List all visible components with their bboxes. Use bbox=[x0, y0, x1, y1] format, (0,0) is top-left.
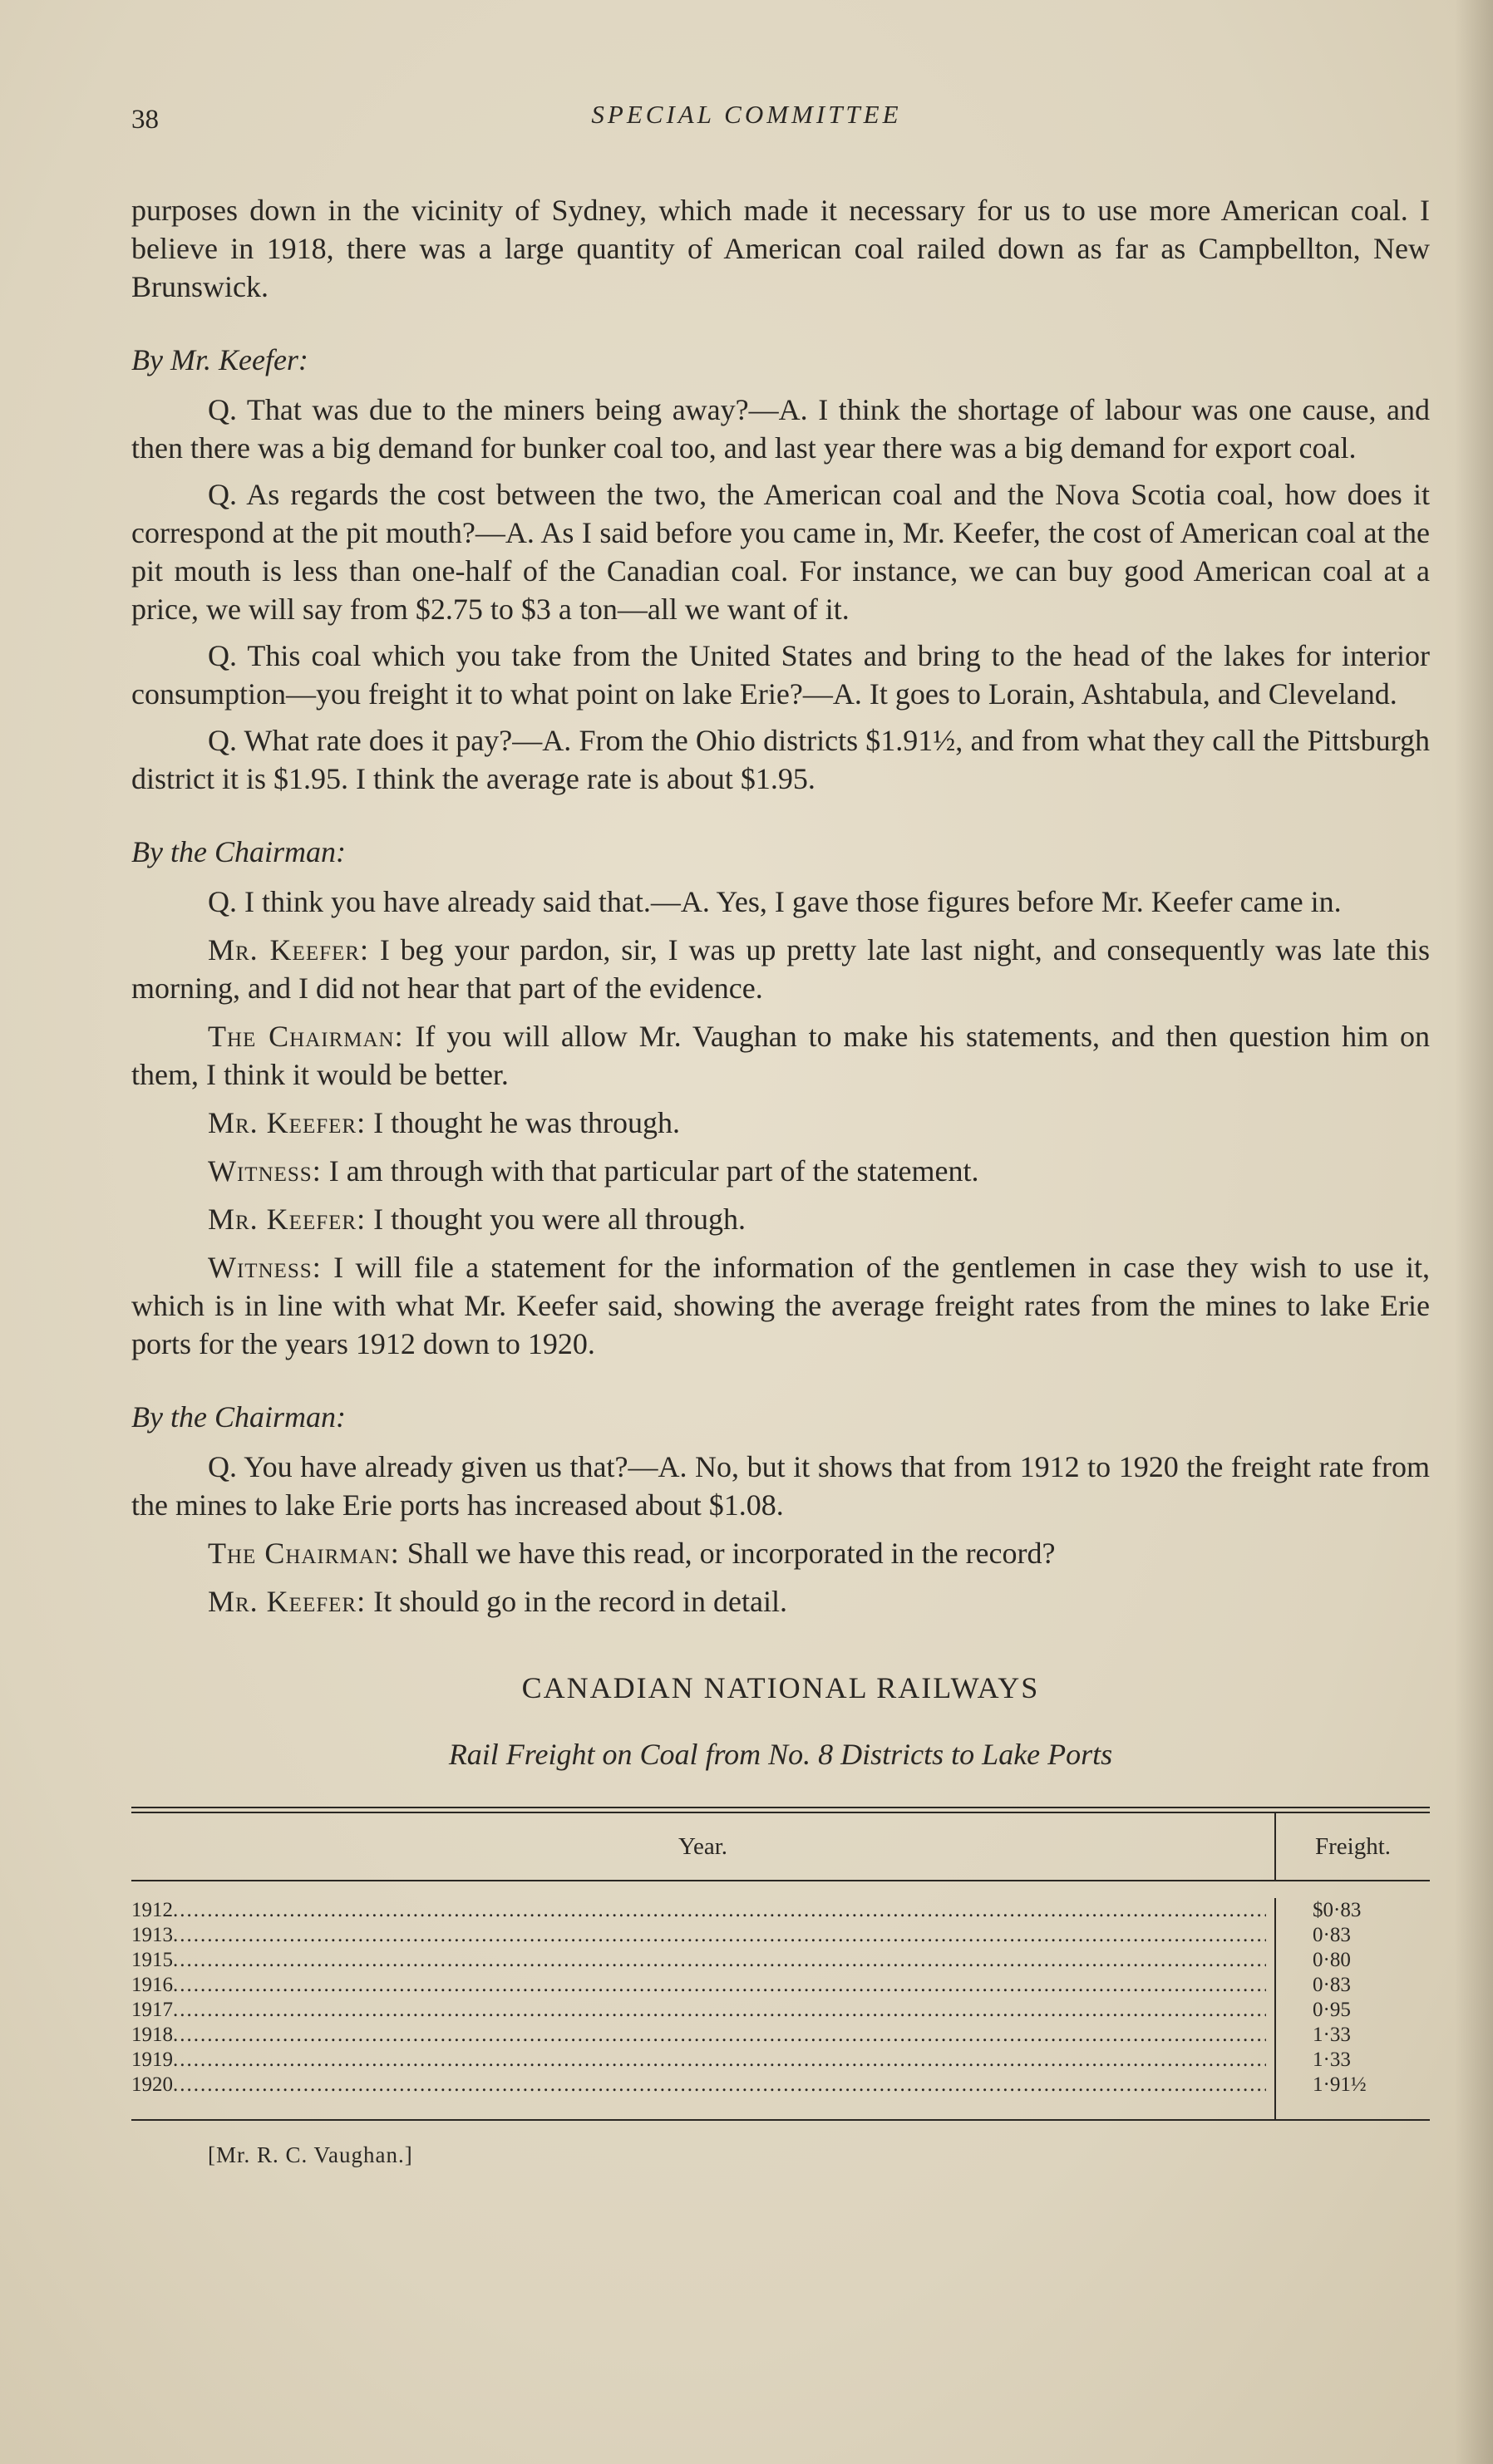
table-body bbox=[131, 1881, 1430, 2119]
speech-text: I thought you were all through. bbox=[373, 1202, 746, 1236]
year-cell: 1912 bbox=[131, 1899, 173, 1921]
table-top-rule bbox=[131, 1807, 1430, 1813]
speech-entry bbox=[131, 1534, 1430, 1572]
question-answer: Q. What rate does it pay?—A. From the Ohio districts $1.91½, and from what they call the Pittsburgh district it is $1.95. I think the average rate is about $1.95. bbox=[131, 724, 1430, 795]
leader-dots bbox=[173, 1923, 1266, 1948]
question-answer: Q. That was due to the miners being away?—A. I think the shortage of labour was one cause, and then there was a big demand for bunker coal too, and last year there was a big demand for export coal. bbox=[131, 393, 1430, 465]
speech-text: I beg your pardon, sir, I was up pretty late last night, and consequently was late this morning, and I did not hear that part of the evidence. bbox=[131, 933, 1431, 1005]
speech-entry bbox=[131, 931, 1430, 1007]
year-cell: 1919 bbox=[131, 2048, 173, 2071]
speaker-name: The Chairman: bbox=[208, 1537, 400, 1570]
freight-cell: 0·83 bbox=[1313, 1974, 1351, 1996]
table-title: CANADIAN NATIONAL RAILWAYS bbox=[521, 1671, 1040, 1704]
page-body bbox=[131, 191, 1430, 2174]
speaker-name: Witness: bbox=[208, 1251, 322, 1284]
speech-entry bbox=[131, 1200, 1430, 1238]
leader-dots bbox=[173, 1898, 1266, 1923]
speaker-name: Mr. Keefer: bbox=[208, 1106, 367, 1139]
table-row bbox=[131, 2073, 1274, 2098]
freight-cell: 0·83 bbox=[1313, 1924, 1351, 1946]
table-row bbox=[131, 1898, 1274, 1923]
table-row bbox=[131, 1973, 1274, 1998]
running-title: SPECIAL COMMITTEE bbox=[591, 100, 902, 129]
byline-chairman: By the Chairman: bbox=[131, 1400, 346, 1434]
leader-dots bbox=[173, 2048, 1266, 2073]
table-row bbox=[131, 1948, 1274, 1973]
table-header bbox=[131, 1813, 1430, 1881]
year-cell: 1913 bbox=[131, 1924, 173, 1946]
leader-dots bbox=[173, 1973, 1266, 1998]
speaker-name: Mr. Keefer: bbox=[208, 1585, 367, 1618]
byline-keefer: By Mr. Keefer: bbox=[131, 343, 308, 376]
speech-text: It should go in the record in detail. bbox=[373, 1585, 787, 1618]
speaker-name: The Chairman: bbox=[208, 1020, 404, 1053]
page-edge-shadow bbox=[1455, 0, 1493, 2464]
year-cell: 1917 bbox=[131, 1999, 173, 2021]
freight-cell: 1·33 bbox=[1313, 2024, 1351, 2046]
table-row bbox=[131, 1998, 1274, 2023]
speaker-name: Witness: bbox=[208, 1154, 322, 1188]
question-answer: Q. I think you have already said that.—A. Yes, I gave those figures before Mr. Keefer came in. bbox=[208, 885, 1342, 918]
table-bottom-rule bbox=[131, 2119, 1430, 2121]
speech-text: I will file a statement for the information of the gentlemen in case they wish to use it, which is in line with what Mr. Keefer said, showing the average freight rates from the mines to lake Erie ports for the years 1912 down to 1920. bbox=[131, 1251, 1431, 1360]
question-answer: Q. As regards the cost between the two, the American coal and the Nova Scotia coal, how does it correspond at the pit mouth?—A. As I said before you came in, Mr. Keefer, the cost of American coal at the pit mouth is less than one-half of the Canadian coal. For instance, we can buy good American coal at a price, we will say from $2.75 to $3 a ton—all we want of it. bbox=[131, 478, 1430, 626]
speech-entry bbox=[131, 1104, 1430, 1142]
question-answer: Q. This coal which you take from the United States and bring to the head of the lakes for interior consumption—you freight it to what point on lake Erie?—A. It goes to Lorain, Ashtabula, and Cleveland. bbox=[131, 639, 1430, 711]
freight-column bbox=[1276, 1898, 1430, 2119]
speech-text: If you will allow Mr. Vaughan to make his statements, and then question him on them, I think it would be better. bbox=[131, 1020, 1431, 1091]
table-row bbox=[131, 2048, 1274, 2073]
speech-text: I am through with that particular part of the statement. bbox=[328, 1154, 979, 1188]
leader-dots bbox=[173, 2073, 1266, 2098]
table-row bbox=[131, 1923, 1274, 1948]
table-row bbox=[131, 2023, 1274, 2048]
speech-entry bbox=[131, 1248, 1430, 1363]
freight-cell: 1·91½ bbox=[1313, 2073, 1367, 2096]
year-column bbox=[131, 1898, 1276, 2119]
column-header-freight: Freight. bbox=[1314, 1833, 1392, 1860]
speech-entry bbox=[131, 1017, 1430, 1094]
leader-dots bbox=[173, 2023, 1266, 2048]
speech-entry bbox=[131, 1582, 1430, 1621]
byline-chairman: By the Chairman: bbox=[131, 835, 346, 868]
opening-paragraph: purposes down in the vicinity of Sydney, which made it necessary for us to use more American coal. I believe in 1918, there was a large quantity of American coal railed down as far as Campbellton, New Brunswick. bbox=[131, 194, 1430, 303]
page-number: 38 bbox=[131, 105, 159, 135]
speaker-name: Mr. Keefer: bbox=[208, 1202, 367, 1236]
year-cell: 1918 bbox=[131, 2024, 173, 2046]
column-header-year: Year. bbox=[131, 1813, 1276, 1880]
freight-cell: $0·83 bbox=[1313, 1899, 1362, 1921]
speech-entry bbox=[131, 1152, 1430, 1190]
speaker-name: Mr. Keefer: bbox=[208, 933, 369, 966]
year-cell: 1915 bbox=[131, 1949, 173, 1971]
question-answer: Q. You have already given us that?—A. No, but it shows that from 1912 to 1920 the freight rate from the mines to lake Erie ports has increased about $1.08. bbox=[131, 1450, 1430, 1522]
year-cell: 1916 bbox=[131, 1974, 173, 1996]
freight-cell: 1·33 bbox=[1313, 2048, 1351, 2071]
table-attribution: [Mr. R. C. Vaughan.] bbox=[208, 2142, 413, 2167]
leader-dots bbox=[173, 1998, 1266, 2023]
table-subtitle: Rail Freight on Coal from No. 8 Districts to Lake Ports bbox=[448, 1738, 1113, 1771]
speech-text: I thought he was through. bbox=[373, 1106, 681, 1139]
freight-table bbox=[131, 1807, 1430, 2121]
freight-cell: 0·95 bbox=[1313, 1999, 1351, 2021]
year-cell: 1920 bbox=[131, 2073, 173, 2096]
leader-dots bbox=[173, 1948, 1266, 1973]
freight-cell: 0·80 bbox=[1313, 1949, 1351, 1971]
speech-text: Shall we have this read, or incorporated in the record? bbox=[407, 1537, 1056, 1570]
